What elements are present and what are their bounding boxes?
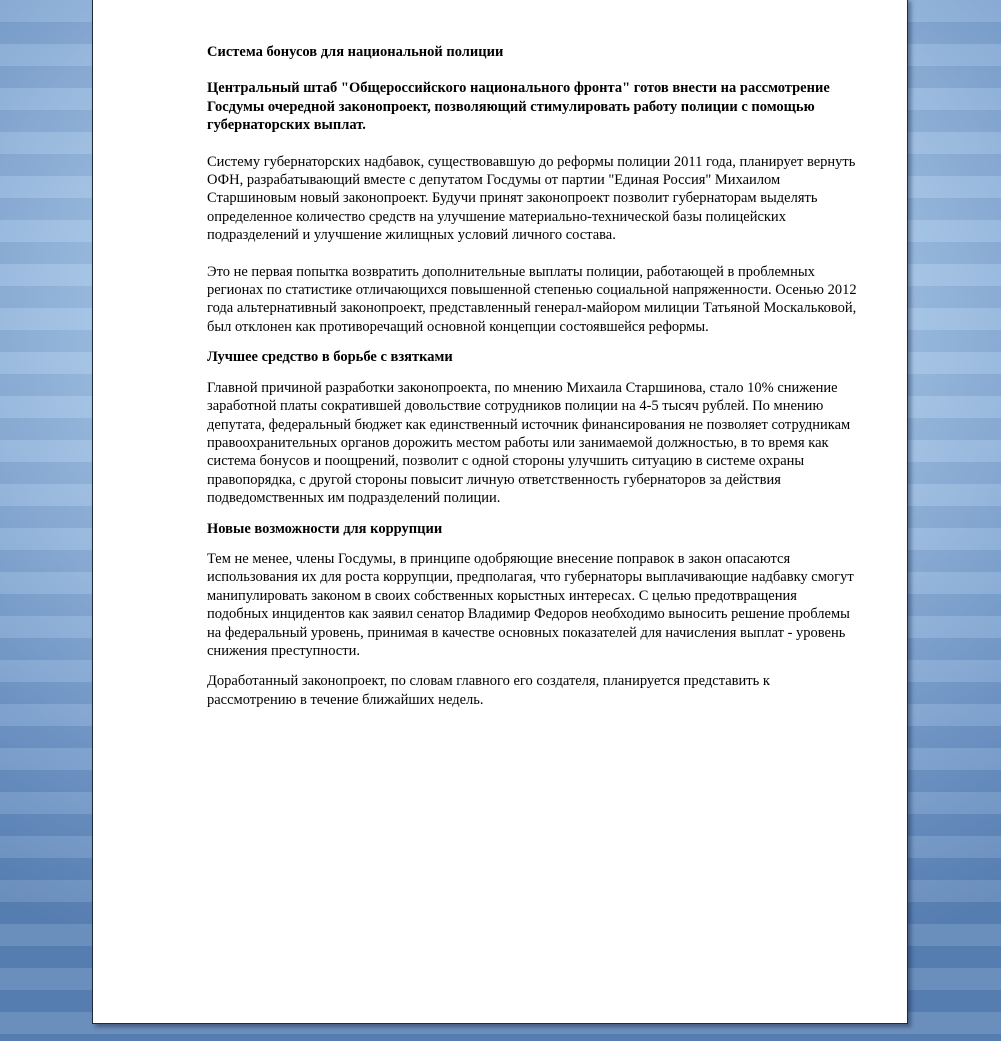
closing-paragraph: Доработанный законопроект, по словам главного его создателя, планируется представить к рассмотрению в течение ближайших недель. bbox=[207, 673, 770, 708]
section-paragraph-bribes: Главной причиной разработки законопроекта, по мнению Михаила Старшинова, стало 10% снижение заработной платы сократившей довольствие сотрудников полиции на 4-5 тысяч рублей. По мнению депутата, федеральный бюджет как единственный источник финансирования не позволяет сотрудникам правоохранительных органов дорожить местом работы или занимаемой должностью, в то время как система бонусов и поощрений, позволит с одной стороны улучшить ситуацию в системе охраны правопорядка, с другой стороны повысит личную ответственность губернаторов за действия подведомственных им подразделений полиции. bbox=[207, 379, 851, 507]
section-heading-bribes: Лучшее средство в борьбе с взятками bbox=[207, 349, 453, 366]
document-body[interactable] bbox=[207, 43, 857, 727]
section-paragraph-corruption: Тем не менее, члены Госдумы, в принципе одобряющие внесение поправок в закон опасаются использования их для роста коррупции, предполагая, что губернаторы выплачивающие надбавку смогут манипулировать законом в своих собственных корыстных интересах. С целью предотвращения подобных инцидентов как заявил сенатор Владимир Федоров необходимо выносить решение проблемы на федеральный уровень, принимая в качестве основных показателей для начисления выплат - уровень снижения преступности. bbox=[207, 550, 854, 659]
body-paragraph-1: Систему губернаторских надбавок, существовавшую до реформы полиции 2011 года, планирует вернуть ОФН, разрабатывающий вместе с депутатом Госдумы от партии "Единая Россия" Михаилом Старшиновым новый законопроект. Будучи принят законопроект позволит губернаторам выделять определенное количество средств на улучшение материально-технической базы полицейских подразделений и улучшение жилищных условий личного состава. bbox=[207, 153, 856, 244]
lead-paragraph: Центральный штаб "Общероссийского национального фронта" готов внести на рассмотрение Госдумы очередной законопроект, позволяющий стимулировать работу полиции с помощью губернаторских выплат. bbox=[207, 80, 830, 134]
section-heading-corruption: Новые возможности для коррупции bbox=[207, 520, 443, 537]
body-paragraph-2: Это не первая попытка возвратить дополнительные выплаты полиции, работающей в проблемных регионах по статистике отличающихся повышенной степенью социальной напряженности. Осенью 2012 года альтернативный законопроект, представленный генерал-майором милиции Татьяной Москальковой, был отклонен как противоречащий основной концепции состоявшейся реформы. bbox=[207, 263, 857, 335]
document-page[interactable] bbox=[92, 0, 908, 1024]
document-title: Система бонусов для национальной полиции bbox=[207, 44, 504, 60]
